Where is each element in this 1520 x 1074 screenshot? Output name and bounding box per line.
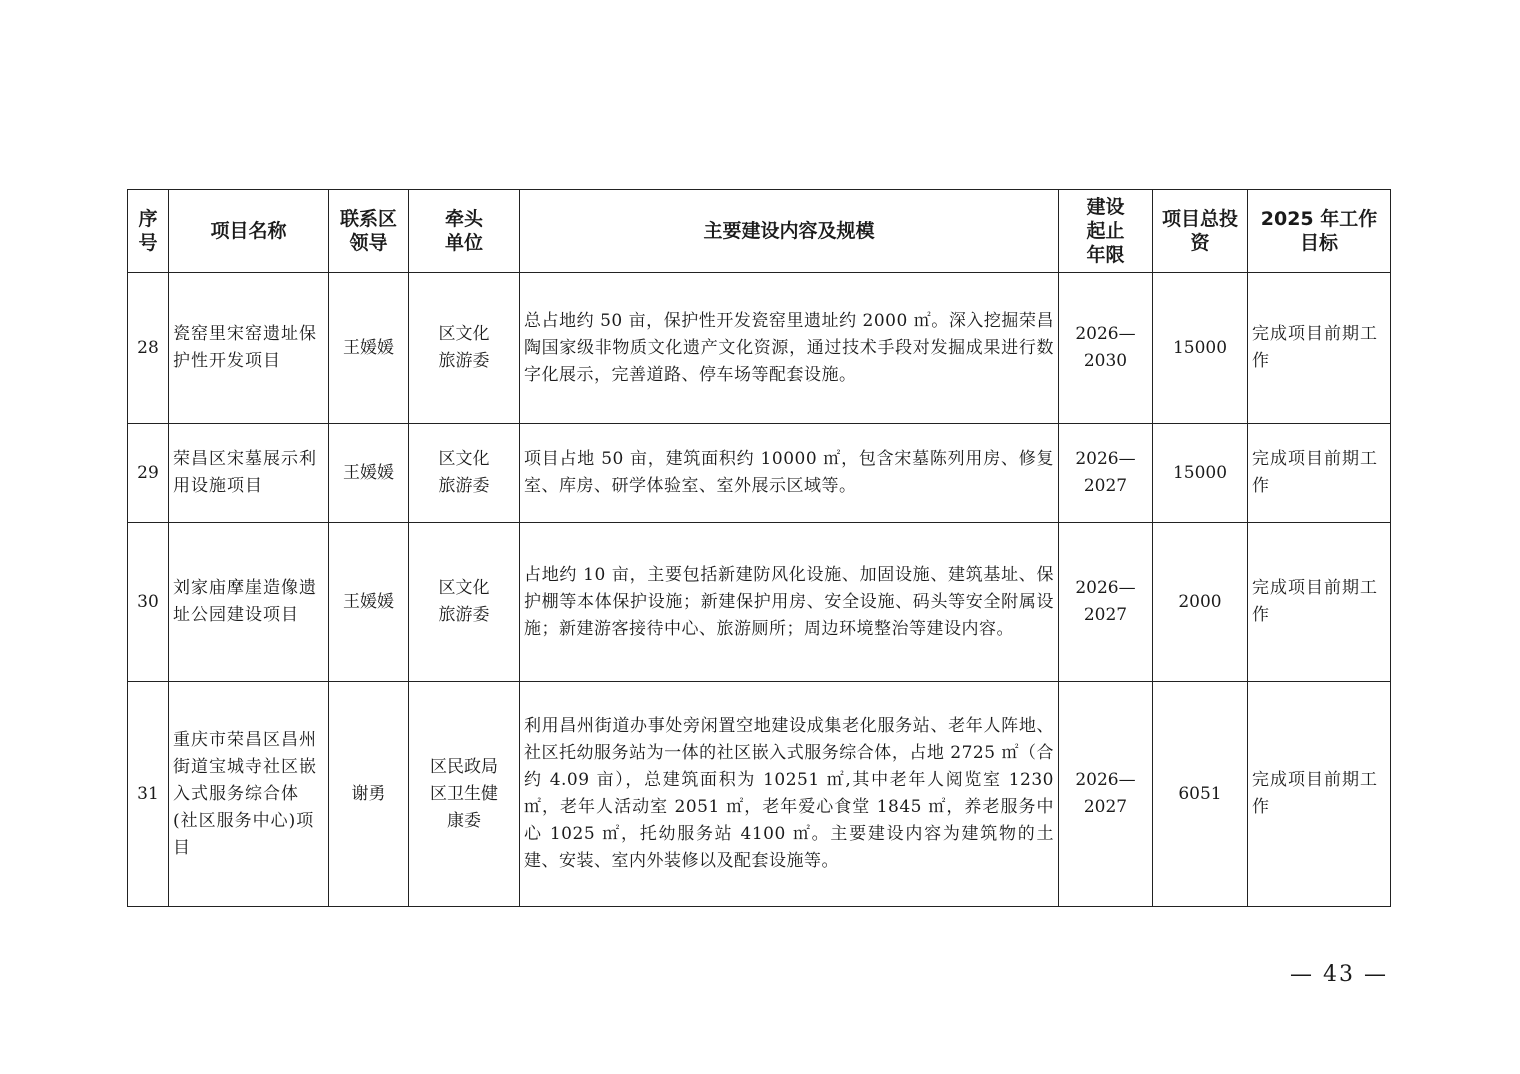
row-index: 29 [128, 424, 169, 523]
total-investment: 15000 [1153, 273, 1248, 424]
project-table [127, 189, 1391, 907]
header-index: 序号 [128, 190, 169, 273]
lead-unit: 区文化旅游委 [409, 273, 520, 424]
header-row [128, 190, 1391, 273]
table-row [128, 273, 1391, 424]
project-name: 重庆市荣昌区昌州街道宝城寺社区嵌入式服务综合体(社区服务中心)项目 [169, 682, 329, 907]
work-goal: 完成项目前期工作 [1248, 273, 1391, 424]
contact-leader: 王媛媛 [329, 523, 409, 682]
construction-period: 2026—2027 [1059, 523, 1153, 682]
header-goal: 2025 年工作目标 [1248, 190, 1391, 273]
page-number: — 43 — [1290, 962, 1388, 987]
construction-content: 项目占地 50 亩，建筑面积约 10000 ㎡，包含宋墓陈列用房、修复室、库房、研学体验室、室外展示区域等。 [520, 424, 1059, 523]
header-unit: 牵头单位 [409, 190, 520, 273]
row-index: 31 [128, 682, 169, 907]
header-leader: 联系区领导 [329, 190, 409, 273]
contact-leader: 王媛媛 [329, 424, 409, 523]
project-name: 荣昌区宋墓展示利用设施项目 [169, 424, 329, 523]
contact-leader: 王媛媛 [329, 273, 409, 424]
construction-content: 占地约 10 亩，主要包括新建防风化设施、加固设施、建筑基址、保护棚等本体保护设施；新建保护用房、安全设施、码头等安全附属设施；新建游客接待中心、旅游厕所；周边环境整治等建设内容。 [520, 523, 1059, 682]
lead-unit: 区民政局区卫生健康委 [409, 682, 520, 907]
total-investment: 6051 [1153, 682, 1248, 907]
header-period: 建设起止年限 [1059, 190, 1153, 273]
work-goal: 完成项目前期工作 [1248, 682, 1391, 907]
table-row [128, 424, 1391, 523]
header-investment: 项目总投资 [1153, 190, 1248, 273]
total-investment: 15000 [1153, 424, 1248, 523]
project-name: 瓷窑里宋窑遗址保护性开发项目 [169, 273, 329, 424]
construction-period: 2026—2027 [1059, 424, 1153, 523]
work-goal: 完成项目前期工作 [1248, 523, 1391, 682]
table-row [128, 682, 1391, 907]
construction-period: 2026—2030 [1059, 273, 1153, 424]
lead-unit: 区文化旅游委 [409, 523, 520, 682]
construction-content: 总占地约 50 亩，保护性开发瓷窑里遗址约 2000 ㎡。深入挖掘荣昌陶国家级非物质文化遗产文化资源，通过技术手段对发掘成果进行数字化展示，完善道路、停车场等配套设施。 [520, 273, 1059, 424]
header-content: 主要建设内容及规模 [520, 190, 1059, 273]
contact-leader: 谢勇 [329, 682, 409, 907]
header-name: 项目名称 [169, 190, 329, 273]
work-goal: 完成项目前期工作 [1248, 424, 1391, 523]
project-name: 刘家庙摩崖造像遗址公园建设项目 [169, 523, 329, 682]
row-index: 30 [128, 523, 169, 682]
table-row [128, 523, 1391, 682]
lead-unit: 区文化旅游委 [409, 424, 520, 523]
construction-period: 2026—2027 [1059, 682, 1153, 907]
row-index: 28 [128, 273, 169, 424]
construction-content: 利用昌州街道办事处旁闲置空地建设成集老化服务站、老年人阵地、社区托幼服务站为一体的社区嵌入式服务综合体，占地 2725 ㎡（合约 4.09 亩），总建筑面积为 10251 ㎡,其中老年人阅览室 1230 ㎡，老年人活动室 2051 ㎡，老年爱心食堂 1845 ㎡，养老服务中心 1025 ㎡，托幼服务站 4100 ㎡。主要建设内容为建筑物的土建、安装、室内外装修以及配套设施等。 [520, 682, 1059, 907]
total-investment: 2000 [1153, 523, 1248, 682]
